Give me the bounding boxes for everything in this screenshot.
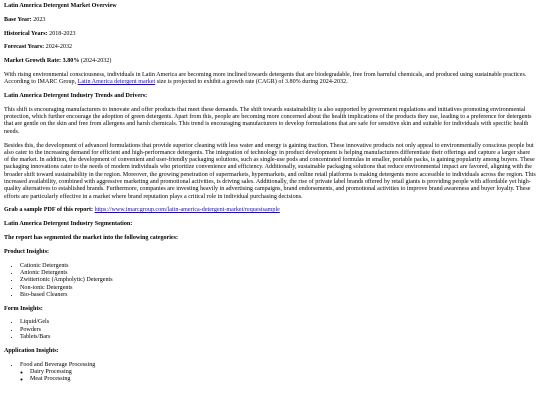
segmentation-heading: Latin America Detergent Industry Segmentation: bbox=[4, 221, 133, 228]
list-item: • Zwitterionic (Ampholytic) Detergents bbox=[20, 277, 536, 284]
list-item: ◦ Dairy Processing bbox=[30, 369, 536, 376]
list-item bbox=[20, 362, 536, 384]
trends-paragraph-1: This shift is encouraging manufacturers to innovate and offer products that meet these demands. The shift towards sustainability is also supported by government regulations and initiatives promoting environmental protection, which further encourage the adoption of green detergents. Apart from this, people are becoming more concerned about the health implications of the products they use, leading to a preference for detergents that are gentle on the skin and free from allergens and harsh chemicals. This trend is encouraging manufacturers to develop formulations that are safe for sensitive skin and suitable for individuals with specific health needs. bbox=[4, 106, 532, 135]
list-item: • Tablets/Bars bbox=[20, 334, 536, 341]
fact-forecast-years bbox=[4, 44, 536, 51]
overview-paragraph bbox=[4, 72, 536, 87]
fact-historical-years bbox=[4, 31, 536, 38]
product-list bbox=[4, 263, 536, 299]
fact-value: 2024-2032 bbox=[45, 44, 73, 51]
page-title: Latin America Detergent Market Overview bbox=[4, 3, 117, 9]
list-item: ◦ Meat Processing bbox=[30, 376, 536, 383]
form-heading: Form Insights: bbox=[4, 305, 43, 312]
list-item: • Bio-based Cleaners bbox=[20, 292, 536, 299]
fact-label: Forecast Years: bbox=[4, 44, 45, 51]
fact-label: Base Year: bbox=[4, 16, 32, 23]
product-heading: Product Insights: bbox=[4, 248, 50, 255]
fact-value: 3.80% bbox=[62, 58, 80, 65]
fact-value: 2023 bbox=[33, 16, 46, 23]
application-sublist bbox=[20, 369, 536, 384]
list-item: • Non-ionic Detergents bbox=[20, 285, 536, 292]
list-item: • Anionic Detergents bbox=[20, 270, 536, 277]
trends-heading: Latin America Detergent Industry Trends and Drivers: bbox=[4, 93, 148, 100]
fact-suffix: (2024-2032) bbox=[80, 58, 112, 65]
fact-value: 2018-2023 bbox=[49, 30, 76, 37]
list-item: • Cationic Detergents bbox=[20, 263, 536, 270]
fact-growth-rate bbox=[4, 58, 536, 65]
market-link[interactable]: Latin America detergent market bbox=[77, 79, 156, 86]
sample-label: Grab a sample PDF of this report: bbox=[4, 207, 94, 214]
list-item-label: Food and Beverage Processing bbox=[20, 361, 96, 368]
fact-label: Historical Years: bbox=[4, 30, 48, 37]
fact-label: Market Growth Rate: bbox=[4, 58, 62, 65]
application-heading: Application Insights: bbox=[4, 347, 59, 354]
overview-text-start: With rising environmental consciousness, individuals in Latin America are becoming more inclined towards detergents that are biodegradable, free from harmful chemicals, and produced using sustainable practices. According to IMARC Group, bbox=[4, 71, 527, 86]
sample-link[interactable]: https://www.imarcgroup.com/latin-america-detergent-market/requestsample bbox=[94, 207, 280, 214]
list-item: • Powders bbox=[20, 327, 536, 334]
sample-line bbox=[4, 207, 536, 214]
list-item: • Liquid/Gels bbox=[20, 319, 536, 326]
fact-base-year bbox=[4, 17, 536, 24]
trends-paragraph-2: Besides this, the development of advanced formulations that provide superior cleaning with less water and energy is gaining traction. These innovative products not only appeal to environmentally conscious people but also cater to the increasing demand for efficient and high-performance detergents. The integration of technology in product development is helping manufacturers differentiate their offerings and capture a larger share of the market. In addition, the development of convenient and user-friendly packaging solutions, such as single-use pods and concentrated formulas in smaller, portable packs, is gaining popularity among buyers. These packaging innovations cater to the needs of modern individuals who prioritize convenience and efficiency. Additionally, sustainable packaging solutions that reduce environmental impact are favored, aligning with the broader shift toward sustainability in the region. Moreover, the growing penetration of supermarkets, hypermarkets, and online retail platforms is making detergents more accessible to individuals across the region. This increased availability, combined with aggressive marketing and promotional activities, is driving sales. Additionally, the rise of private label brands offered by retail giants is providing people with affordable yet high-quality alternatives to established brands. Furthermore, companies are investing heavily in advertising campaigns, brand endorsements, and promotional activities to improve brand awareness and buyer loyalty. These efforts are particularly effective in a market where brand reputation plays a critical role in individual purchasing decisions. bbox=[4, 142, 536, 200]
overview-text-end: size is projected to exhibit a growth rate (CAGR) of 3.80% during 2024-2032. bbox=[155, 79, 348, 86]
application-list bbox=[4, 362, 536, 384]
form-list bbox=[4, 319, 536, 341]
segmentation-intro: The report has segmented the market into the following categories: bbox=[4, 235, 179, 242]
